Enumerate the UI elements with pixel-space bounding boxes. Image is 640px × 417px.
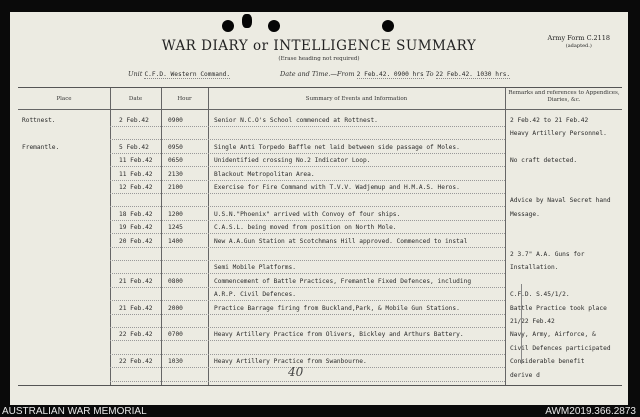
cell-date: 18 Feb.42 [119,210,153,218]
cell-remarks: Considerable benefit [510,358,585,366]
punch-hole-left [222,20,234,32]
cell-date: 2 Feb.42 [119,117,149,124]
cell-hour: 2000 [168,304,183,312]
row-rule [110,247,505,248]
unit-value: C.F.D. Western Command. [144,71,231,78]
cell-hour: 0900 [168,117,183,124]
punch-hole-center [242,14,252,28]
cell-summary: New A.A.Gun Station at Scotchmans Hill approved. Commenced to instal [214,237,468,245]
cell-summary: Single Anti Torpedo Baffle net laid between side passage of Moles. [214,143,460,151]
cell-summary: C.A.S.L. being moved from position on North Mole. [214,224,397,232]
cell-date: 11 Feb.42 [119,170,153,178]
cell-summary: Semi Mobile Platforms. [214,264,296,272]
header-hour: Hour [177,96,192,102]
cell-hour: 1245 [168,224,183,232]
row-rule [110,206,505,207]
cell-remarks: 21/22 Feb.42 [510,318,555,325]
cell-summary: Senior N.C.O's School commenced at Rottnest. [214,117,378,124]
to-label: To [425,70,434,78]
cell-hour: 0700 [168,331,183,339]
cell-hour: 1030 [168,358,183,366]
date-label: Date and Time.—From [280,70,355,78]
row-rule [110,139,505,140]
cell-remarks: Installation. [510,264,559,272]
row-rule [110,126,505,127]
cell-summary: Heavy Artillery Practice from Swanbourne. [214,358,367,366]
cell-summary: Heavy Artillery Practice from Olivers, Bickley and Arthurs Battery. [214,331,464,339]
cell-place: Rottnest. [22,117,56,124]
diary-page [10,12,628,405]
cell-remarks: C.F.D. S.45/1/2. [510,291,570,299]
header-date: Date [128,96,143,102]
row-rule [110,300,505,301]
cell-remarks: Heavy Artillery Personnel. [510,130,607,138]
punch-hole-far-right [382,20,394,32]
cell-summary: U.S.N."Phoenix" arrived with Convoy of four ships. [214,210,401,218]
form-adapted: (adapted.) [565,43,592,49]
date-line [280,70,510,78]
row-rule [110,153,505,154]
row-rule [110,180,505,181]
cell-date: 21 Feb.42 [119,277,153,285]
cell-hour: 1200 [168,210,183,218]
row-rule [110,273,505,274]
cell-date: 22 Feb.42 [119,358,153,366]
row-rule [110,287,505,288]
row-rule [110,260,505,261]
cell-date: 11 Feb.42 [119,157,153,165]
cell-summary: Exercise for Fire Command with T.V.V. Wadjemup and H.M.A.S. Heros. [214,184,460,191]
cell-remarks: Civil Defences participated [510,344,611,352]
date-from: 2 Feb.42. 0900 hrs [356,71,424,78]
row-rule [110,193,505,194]
cell-hour: 1400 [168,237,183,245]
page-title: WAR DIARY or INTELLIGENCE SUMMARY [161,38,477,54]
cell-remarks: Battle Practice took place [510,304,607,312]
cell-date: 21 Feb.42 [119,304,153,312]
cell-remarks: 2 3.7" A.A. Guns for [510,251,585,258]
row-rule [110,354,505,355]
punch-hole-right [268,20,280,32]
form-number: Army Form C.2118 [547,34,610,42]
cell-summary: Practice Barrage firing from Buckland,Park, & Mobile Gun Stations. [214,304,460,312]
cell-remarks: Message. [510,210,540,218]
row-rule [110,327,505,328]
cell-hour: 0650 [168,157,183,165]
cell-hour: 0800 [168,277,183,285]
cell-date: 12 Feb.42 [119,184,153,191]
cell-date: 20 Feb.42 [119,237,153,245]
row-rule [110,220,505,221]
unit-label: Unit [128,70,143,78]
handwritten-mark: 40 [288,365,304,379]
cell-hour: 2100 [168,184,183,191]
header-place: Place [56,96,72,102]
row-rule [110,381,505,382]
cell-summary: A.R.P. Civil Defences. [214,291,296,299]
row-rule [110,367,505,368]
unit-line [128,70,230,78]
cell-date: 22 Feb.42 [119,331,153,339]
cell-remarks: derive d [510,371,540,379]
footer-credit: AUSTRALIAN WAR MEMORIAL [2,406,147,417]
cell-remarks: Advice by Naval Secret hand [510,197,611,205]
cell-place: Fremantle. [22,143,60,151]
header-summary: Summary of Events and Information [305,96,408,102]
cell-hour: 2130 [168,170,183,178]
footer-accession: AWM2019.366.2873 [545,406,636,417]
cell-date: 19 Feb.42 [119,224,153,232]
header-remarks: Remarks and references to Appendices, Diaries, &c. [508,90,620,103]
cell-summary: Unidentified crossing No.2 Indicator Loop. [214,157,371,165]
diary-table [18,87,622,386]
column-divider [505,88,506,385]
cell-remarks: Navy, Army, Airforce, & [510,331,596,339]
row-rule [110,233,505,234]
cell-summary: Commencement of Battle Practices, Fremantle Fixed Defences, including [214,277,472,285]
date-to: 22 Feb.42. 1030 hrs. [435,71,511,78]
row-rule [110,166,505,167]
header-rule [18,109,622,110]
cell-remarks: 2 Feb.42 to 21 Feb.42 [510,117,589,124]
cell-hour: 0950 [168,143,183,151]
row-rule [110,340,505,341]
army-form-label [548,34,610,50]
cell-summary: Blackout Metropolitan Area. [214,170,315,178]
row-rule [110,314,505,315]
cell-remarks: No craft detected. [510,157,578,165]
page-subtitle: (Erase heading not required) [278,56,360,62]
remarks-brace [518,284,522,364]
cell-date: 5 Feb.42 [119,143,149,151]
